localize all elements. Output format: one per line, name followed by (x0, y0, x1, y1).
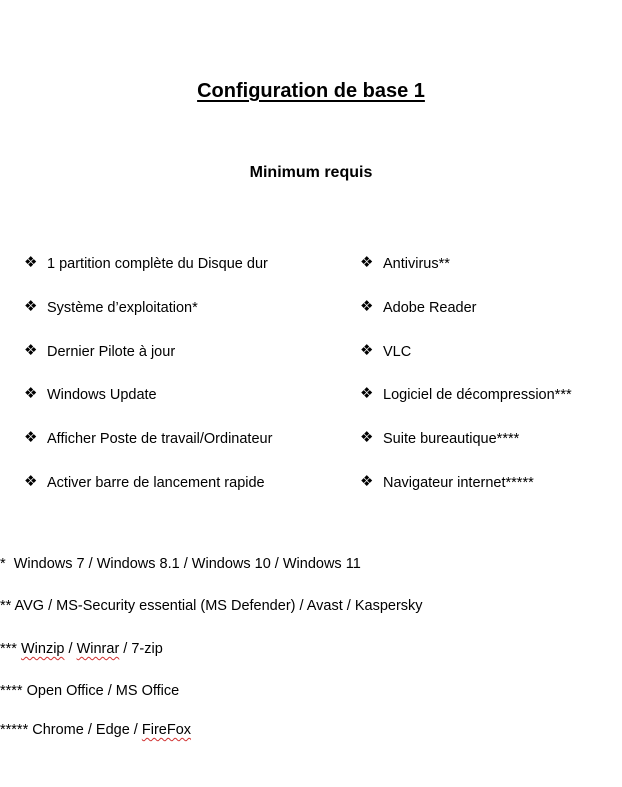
diamond-bullet-icon: ❖ (360, 429, 374, 447)
diamond-bullet-icon: ❖ (24, 341, 38, 359)
footnote-prefix: *** (0, 641, 21, 657)
diamond-bullet-icon: ❖ (24, 472, 38, 490)
diamond-bullet-icon: ❖ (360, 297, 374, 315)
spellcheck-word: FireFox (141, 722, 192, 738)
diamond-bullet-icon: ❖ (360, 385, 374, 403)
footnote-text: / 7-zip (119, 641, 163, 657)
diamond-bullet-icon: ❖ (360, 341, 374, 359)
list-item (360, 253, 572, 297)
right-checklist (360, 253, 572, 516)
spellcheck-word: Winzip (20, 641, 65, 657)
list-item-label: Afficher Poste de travail/Ordinateur (47, 431, 273, 448)
list-item-label: Adobe Reader (383, 299, 477, 316)
list-item-label: Antivirus** (383, 256, 450, 272)
list-item-label: 1 partition complète du Disque dur (47, 256, 268, 272)
left-checklist (24, 253, 272, 516)
list-item (24, 341, 272, 385)
diamond-bullet-icon: ❖ (360, 254, 374, 271)
spellcheck-word: Winrar (76, 641, 120, 657)
footnote-browser (0, 719, 191, 741)
diamond-bullet-icon: ❖ (360, 472, 374, 490)
footnote-antivirus: ** AVG / MS-Security essential (MS Defender) / Avast / Kaspersky (0, 598, 423, 614)
list-item-label: Logiciel de décompression*** (383, 387, 572, 404)
document-title: Configuration de base 1 (197, 80, 425, 102)
footnote-os: * Windows 7 / Windows 8.1 / Windows 10 / Windows 11 (0, 556, 361, 572)
footnote-compression (0, 638, 163, 660)
list-item-label: Windows Update (47, 387, 157, 404)
list-item-label: Suite bureautique**** (383, 431, 520, 448)
list-item (24, 297, 272, 341)
list-item-label: Dernier Pilote à jour (47, 343, 176, 360)
document-subtitle: Minimum requis (249, 164, 373, 181)
list-item (24, 472, 272, 516)
footnote-text: ***** Chrome / Edge / (0, 722, 142, 738)
list-item (360, 384, 572, 428)
list-item (360, 472, 572, 516)
list-item (24, 428, 272, 472)
diamond-bullet-icon: ❖ (24, 254, 38, 271)
list-item-label: Système d’exploitation* (47, 299, 198, 316)
diamond-bullet-icon: ❖ (24, 429, 38, 447)
list-item (24, 253, 272, 297)
list-item (360, 297, 572, 341)
list-item (360, 341, 572, 385)
footnote-separator: / (64, 641, 77, 657)
list-item (360, 428, 572, 472)
list-item-label: VLC (383, 343, 412, 360)
diamond-bullet-icon: ❖ (24, 385, 38, 403)
footnote-office: **** Open Office / MS Office (0, 683, 180, 699)
list-item-label: Activer barre de lancement rapide (47, 474, 265, 491)
list-item-label: Navigateur internet***** (383, 474, 534, 491)
diamond-bullet-icon: ❖ (24, 297, 38, 315)
list-item (24, 384, 272, 428)
